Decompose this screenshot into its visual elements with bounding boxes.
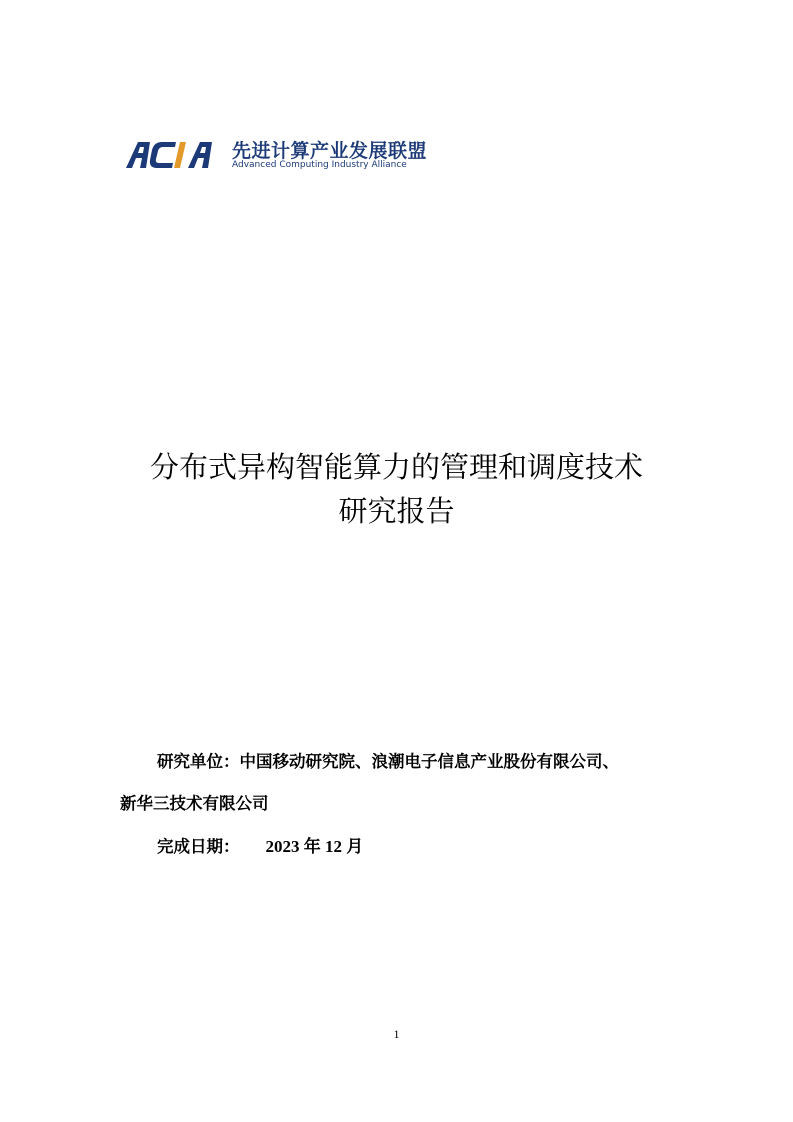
research-units: 研究单位：中国移动研究院、浪潮电子信息产业股份有限公司、: [157, 752, 619, 771]
page-number: 1: [393, 1027, 400, 1041]
completion-date-label: 完成日期：: [157, 837, 240, 856]
completion-date-value: 2023 年 12 月: [265, 837, 364, 856]
research-units-continued: 新华三技术有限公司: [120, 794, 269, 813]
report-title-line-2: 研究报告: [338, 494, 455, 528]
logo-chinese-name: 先进计算产业发展联盟: [232, 140, 428, 162]
acia-logo-mark: [124, 138, 226, 170]
logo-english-name: Advanced Computing Industry Alliance: [232, 160, 407, 170]
report-title-line-1: 分布式异构智能算力的管理和调度技术: [149, 450, 643, 484]
completion-date: [157, 832, 363, 857]
acia-logo: [124, 134, 428, 180]
